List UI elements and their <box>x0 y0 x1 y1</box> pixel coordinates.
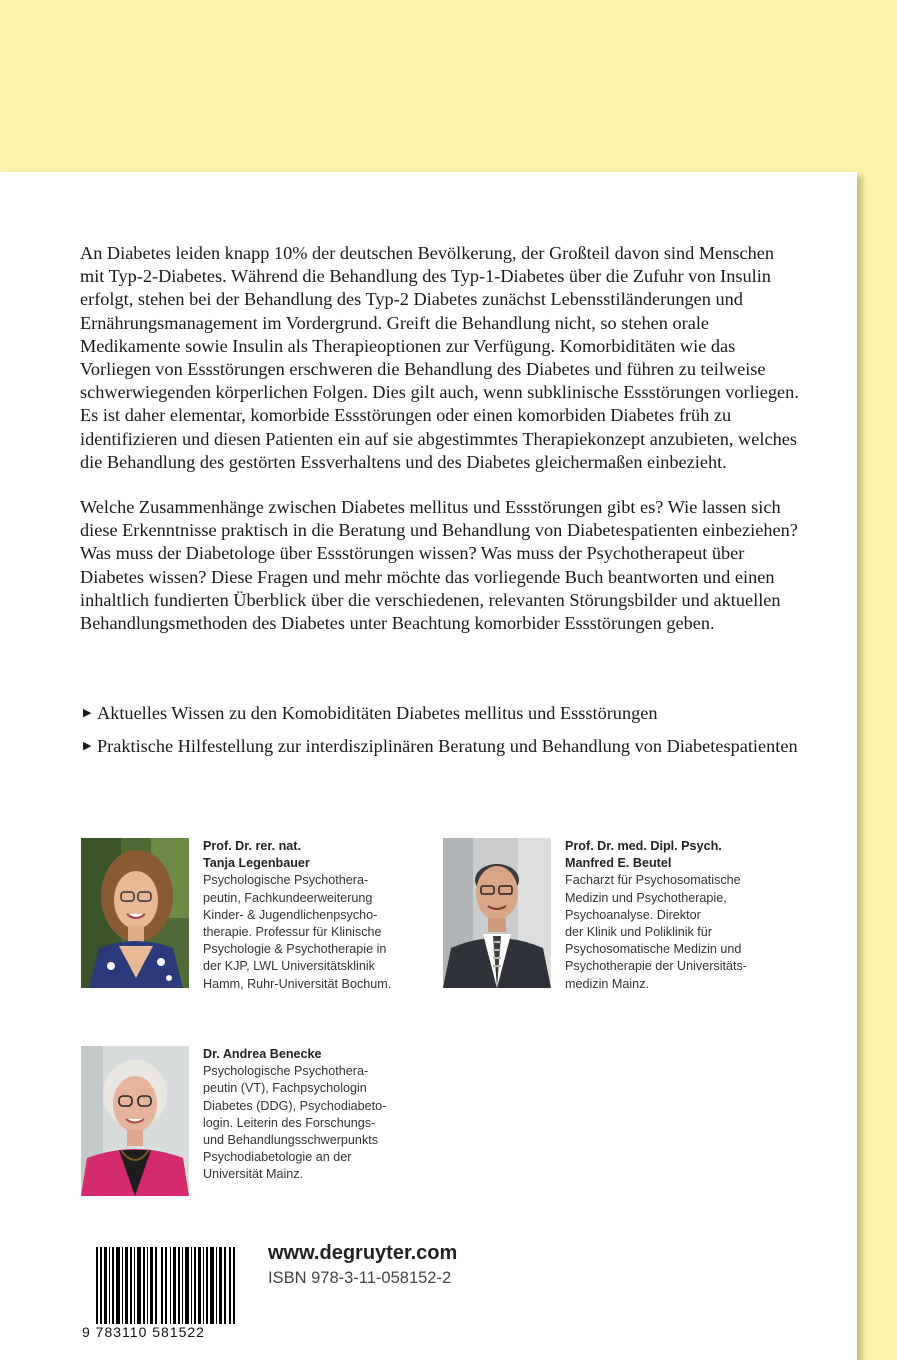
bio-line: Psychoanalyse. Direktor <box>565 907 701 922</box>
author-photo-legenbauer <box>81 838 189 988</box>
author-name: Dr. Andrea Benecke <box>203 1047 322 1061</box>
intro-text <box>80 242 800 635</box>
bio-line: therapie. Professur für Klinische <box>203 925 382 940</box>
isbn-number: ISBN 978-3-11-058152-2 <box>268 1269 452 1287</box>
author-photo-benecke <box>81 1046 189 1196</box>
bio-line: Psychodiabetologie an der <box>203 1150 352 1165</box>
bio-line: peutin, Fachkundeerweiterung <box>203 890 373 905</box>
bio-line: Universität Mainz. <box>203 1167 304 1182</box>
bio-line: Psychologie & Psychotherapie in <box>203 942 387 957</box>
author-bio-beutel <box>565 838 747 993</box>
list-item <box>80 735 800 758</box>
triangle-bullet-icon: ▶ <box>83 707 92 719</box>
barcode-digits: 9 783110 581522 <box>82 1324 250 1340</box>
bio-line: Medizin und Psychotherapie, <box>565 890 727 905</box>
bio-line: Psychologische Psychothera- <box>203 873 369 888</box>
list-item-text: Praktische Hilfestellung zur interdisziplinären Beratung und Behandlung von Diabetespatienten <box>97 736 798 757</box>
bio-line: der KJP, LWL Universitätsklinik <box>203 959 375 974</box>
bio-line: und Behandlungsschwerpunkts <box>203 1133 379 1148</box>
bio-line: medizin Mainz. <box>565 976 649 991</box>
author-name: Manfred E. Beutel <box>565 856 672 871</box>
bio-line: Diabetes (DDG), Psychodiabeto- <box>203 1098 387 1113</box>
author-bio-legenbauer <box>203 838 391 993</box>
list-item-text: Aktuelles Wissen zu den Komobiditäten Diabetes mellitus und Essstörungen <box>97 703 658 723</box>
triangle-bullet-icon: ▶ <box>83 740 92 753</box>
author-photo-beutel <box>443 838 551 988</box>
publisher-url[interactable]: www.degruyter.com <box>268 1242 458 1264</box>
bio-line: Hamm, Ruhr-Universität Bochum. <box>203 976 392 991</box>
bio-line: Kinder- & Jugendlichenpsycho- <box>203 907 378 922</box>
bio-line: peutin (VT), Fachpsychologin <box>203 1081 367 1096</box>
bio-line: Psychologische Psychothera- <box>203 1064 369 1079</box>
bio-line: Psychotherapie der Universitäts- <box>565 959 747 974</box>
intro-paragraph-1: An Diabetes leiden knapp 10% der deutschen Bevölkerung, der Großteil davon sind Menschen mit Typ-2-Diabetes. Während die Behandlung des Typ-1-Diabetes über die Zufuhr von Insulin erfolgt, stehen bei der Behandlung des Typ-2 Diabetes zunächst Lebensstiländerungen und Ernährungsmanagement im Vordergrund. Greift die Behandlung nicht, so stehen orale Medikamente sowie Insulin als Therapieoptionen zur Verfügung. Komorbiditäten wie das Vorliegen von Essstörungen erschweren die Behandlung des Diabetes und führen zu teilweise schwerwiegenden körperlichen Folgen. Dies gilt auch, wenn subklinische Essstörungen vorliegen. Es ist daher elementar, komorbide Essstörungen oder einen komorbiden Diabetes früh zu identifizieren und diesen Patienten ein auf sie abgestimmtes Therapiekonzept anzubieten, welches die Behandlung des gestörten Essverhaltens und des Diabetes gleichermaßen einbezieht. <box>80 243 799 472</box>
intro-paragraph-2: Welche Zusammenhänge zwischen Diabetes mellitus und Essstörungen gibt es? Wie lassen sich diese Erkenntnisse praktisch in die Beratung und Behandlung von Diabetespatienten einbeziehen? Was muss der Diabetologe über Essstörungen wissen? Was muss der Psychotherapeut über Diabetes wissen? Diese Fragen und mehr möchte das vorliegende Buch beantworten und einen inhaltlich fundierten Überblick über die verschiedenen, relevanten Störungsbilder und aktuellen Behandlungsmethoden des Diabetes unter Beachtung komorbider Essstörungen geben. <box>80 497 798 634</box>
bio-line: Facharzt für Psychosomatische <box>565 873 741 888</box>
bio-line: der Klinik und Poliklinik für <box>565 925 712 940</box>
bio-line: login. Leiterin des Forschungs- <box>203 1115 376 1130</box>
author-name: Tanja Legenbauer <box>203 856 310 871</box>
bio-line: Psychosomatische Medizin und <box>565 942 742 957</box>
list-item <box>80 702 800 725</box>
feature-list <box>80 702 800 768</box>
back-cover-panel <box>0 172 857 1360</box>
author-name: Prof. Dr. med. Dipl. Psych. <box>565 839 722 853</box>
author-bio-benecke <box>203 1046 386 1184</box>
author-name: Prof. Dr. rer. nat. <box>203 839 301 853</box>
